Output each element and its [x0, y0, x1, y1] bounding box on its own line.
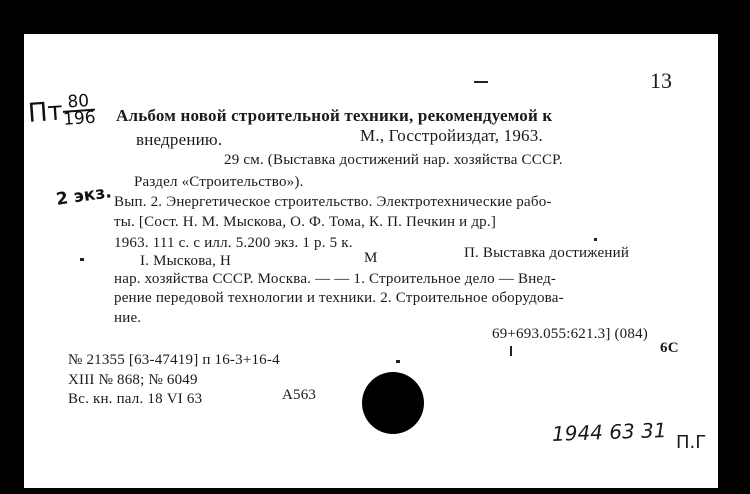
ink-speck — [396, 360, 400, 363]
record-number: № 21355 [63-47419] п 16-3+16-4 — [68, 352, 280, 368]
title-continuation: внедрению. — [136, 130, 223, 149]
ink-speck — [80, 258, 84, 261]
shelf-mark-denominator: 196 — [62, 107, 97, 130]
udc-code: 69+693.055:621.3] (084) — [492, 326, 648, 342]
handwritten-initials: П.Г — [676, 432, 707, 453]
tracing-title: П. Выставка достижений — [464, 245, 630, 261]
card-number: 13 — [650, 68, 672, 93]
size-series-line: 29 см. (Выставка достижений нар. хозяйства СССР. — [224, 152, 563, 168]
ink-speck — [594, 238, 597, 241]
title-line: Альбом новой строительной техники, рекомендуемой к — [116, 106, 553, 125]
reference-code: А563 — [282, 387, 317, 403]
volume-line: Вып. 2. Энергетическое строительство. Электротехнические рабо- — [114, 194, 552, 210]
catalog-card — [24, 34, 718, 488]
handwritten-number: 1944 63 31 — [551, 418, 667, 446]
ink-speck — [474, 81, 488, 83]
tracing-line-3: рение передовой технологии и техники. 2. Строительное оборудова- — [114, 290, 564, 306]
shelf-mark-prefix: Пт — [27, 96, 64, 129]
ink-speck — [510, 346, 512, 356]
copies-note: 2 экз. — [54, 182, 113, 210]
series-section-line: Раздел «Строительство»). — [134, 174, 304, 190]
series-numbers: XIII № 868; № 6049 — [68, 372, 198, 388]
tracing-author-1: I. Мыскова, Н — [140, 253, 232, 269]
tracing-line-4: ние. — [114, 310, 142, 326]
tracing-author-2: М — [364, 250, 378, 266]
imprint: М., Госстройиздат, 1963. — [360, 126, 543, 145]
collation-line: 1963. 111 с. с илл. 5.200 экз. 1 р. 5 к. — [114, 235, 353, 251]
tracing-line-2: нар. хозяйства СССР. Москва. — — 1. Строительное дело — Внед- — [114, 271, 557, 287]
shelf-mark — [27, 91, 97, 131]
shelf-mark-numerator: 80 — [62, 94, 96, 113]
udc-class: 6С — [660, 340, 679, 356]
book-chamber-note: Вс. кн. пал. 18 VI 63 — [68, 391, 203, 407]
shelf-mark-fraction — [62, 91, 97, 130]
punch-hole — [362, 372, 424, 434]
compilers-line: ты. [Сост. Н. М. Мыскова, О. Ф. Тома, К. П. Печкин и др.] — [114, 214, 497, 230]
